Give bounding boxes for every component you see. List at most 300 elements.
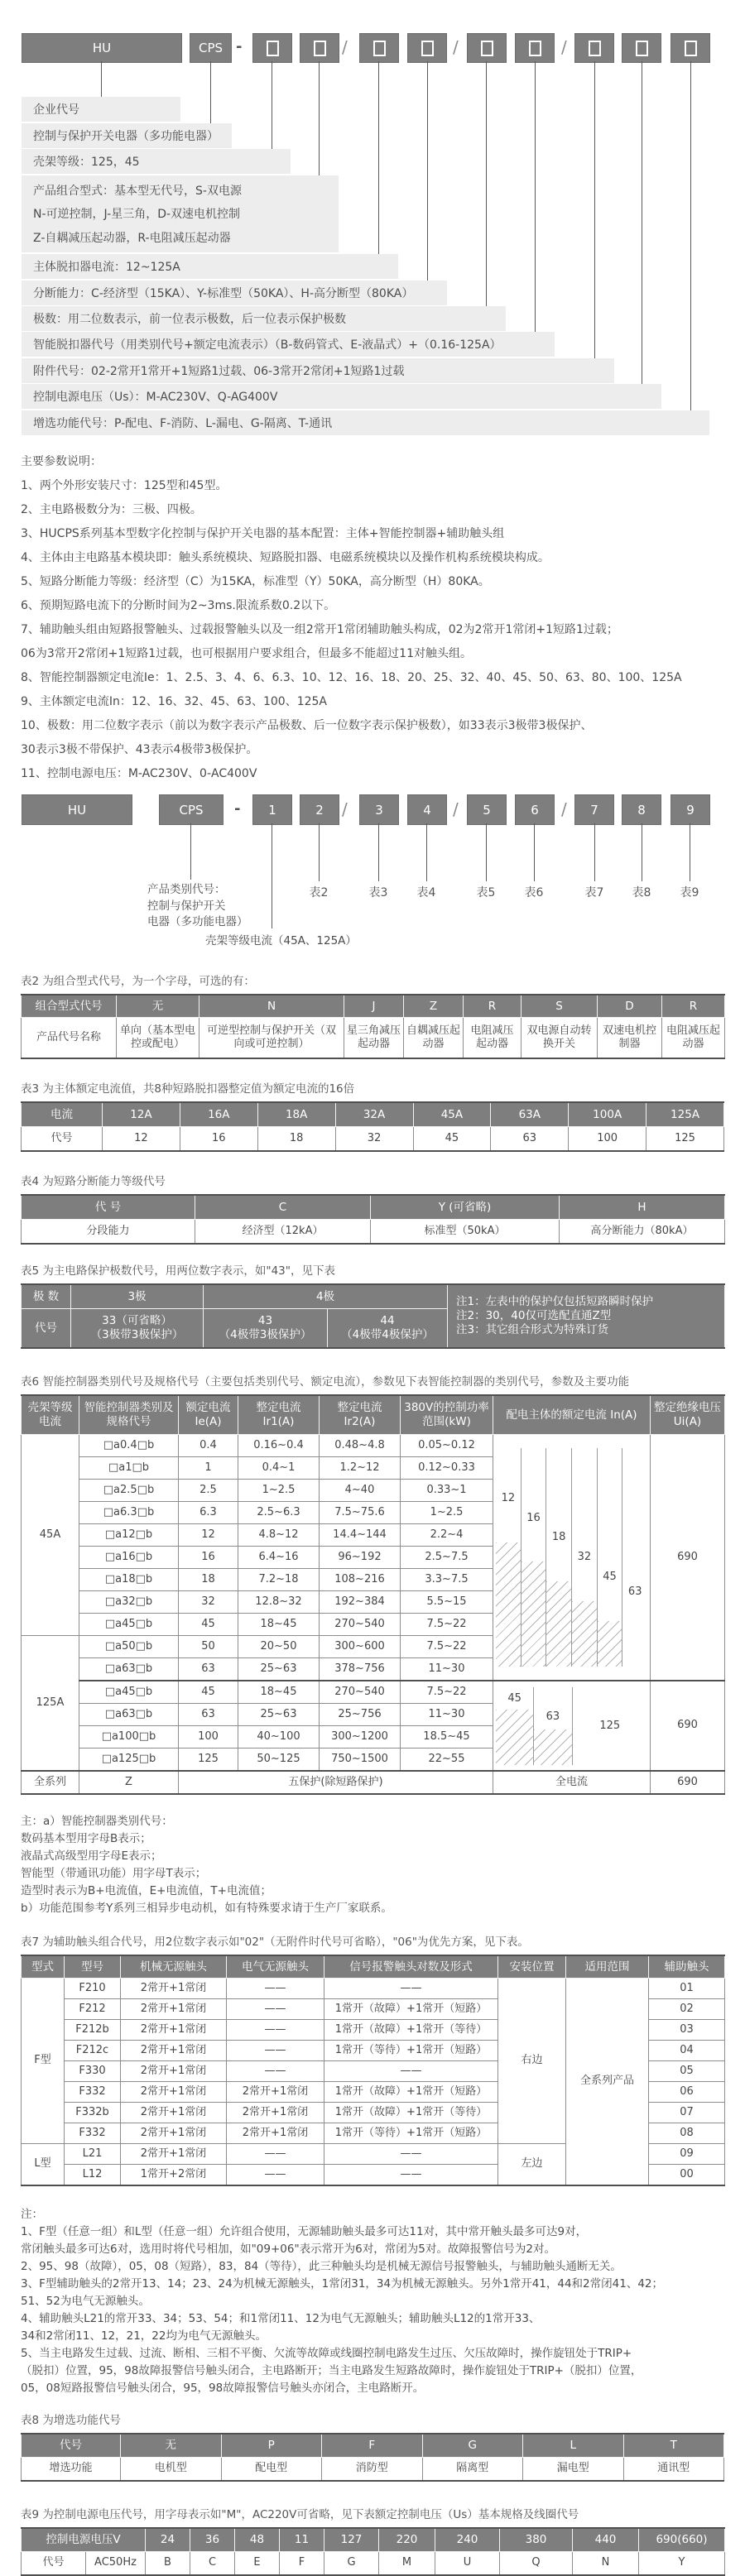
cell: 消防型 bbox=[322, 2458, 423, 2482]
in-current-staircase-45a bbox=[493, 1435, 651, 1681]
cell: □a125□b bbox=[79, 1749, 179, 1772]
cell: 高分断能力（80kA） bbox=[560, 1220, 725, 1245]
cell: 0.4 bbox=[179, 1435, 238, 1457]
header-cell: 36 bbox=[190, 2528, 235, 2552]
note-line: 06为3常开2常闭+1短路1过载，也可根据用户要求组合，但最多不能超过11对触头组。 bbox=[21, 647, 472, 660]
leader-line bbox=[101, 61, 102, 97]
cell: F332b bbox=[65, 2103, 121, 2123]
header-cell: C bbox=[195, 1195, 371, 1220]
table-ref-5: 表5 bbox=[476, 886, 496, 899]
cell: 08 bbox=[649, 2123, 725, 2144]
cell: 125 bbox=[179, 1749, 238, 1772]
cell: —— bbox=[227, 2144, 324, 2165]
header-cell: 机械无源触头 bbox=[121, 1955, 227, 1979]
note-line: 7、辅助触头组由短路报警触头、过载报警触头以及一组2常开1常闭辅助触头构成，02为2常开1常闭+1短路1过载； bbox=[21, 623, 618, 636]
header-cell: 3极 bbox=[71, 1284, 204, 1309]
cell: 0.12~0.33 bbox=[401, 1457, 493, 1480]
cell: □a63□b bbox=[79, 1704, 179, 1726]
header-cell: 无 bbox=[117, 995, 199, 1018]
cps-code-box bbox=[190, 33, 232, 63]
header-cell: 电气无源触头 bbox=[227, 1955, 324, 1979]
digit-box-7 bbox=[574, 33, 614, 63]
cell: 50~125 bbox=[238, 1749, 320, 1772]
header-cell: L bbox=[523, 2434, 624, 2458]
leader-line bbox=[486, 823, 487, 881]
cell: 45 bbox=[179, 1681, 238, 1704]
cell: 7.2~18 bbox=[238, 1569, 320, 1591]
cell bbox=[71, 1309, 204, 1349]
cell: □a1□b bbox=[79, 1457, 179, 1480]
cell: 2常开+1常闭 bbox=[121, 2082, 227, 2103]
model-designation-diagram bbox=[0, 0, 745, 439]
table2-section bbox=[0, 971, 745, 1059]
cell: 16 bbox=[179, 1547, 238, 1569]
cell: 配电型 bbox=[221, 2458, 322, 2482]
cell: 18.5~45 bbox=[401, 1726, 493, 1749]
header-cell: 智能控制器类别及规格代号 bbox=[79, 1395, 179, 1435]
cell: —— bbox=[227, 2165, 324, 2186]
header-cell: 380V的控制功率范围(kW) bbox=[401, 1395, 493, 1435]
band-frame-grade bbox=[22, 149, 291, 174]
cps-code-box bbox=[159, 794, 223, 825]
header-cell: H bbox=[560, 1195, 725, 1220]
cell: □a32□b bbox=[79, 1591, 179, 1614]
digit-box-5 bbox=[467, 33, 507, 63]
cell: 隔离型 bbox=[422, 2458, 523, 2482]
cell: 5.5~15 bbox=[401, 1591, 493, 1614]
placeholder-box-icon bbox=[314, 41, 326, 56]
cell: —— bbox=[227, 2041, 324, 2061]
note-line: 3、HUCPS系列基本型数字化控制与保护开关电器的基本配置：主体+智能控制器+辅助触头组 bbox=[21, 527, 505, 540]
cell bbox=[328, 1309, 448, 1349]
cell bbox=[204, 1309, 328, 1349]
digit-box-6 bbox=[515, 794, 555, 825]
header-cell: 型式 bbox=[22, 1955, 65, 1979]
header-cell: 380 bbox=[500, 2528, 573, 2552]
cell: 11~30 bbox=[401, 1704, 493, 1726]
code-33: 33（可省略） bbox=[102, 1314, 172, 1328]
cell: 1~2.5 bbox=[401, 1502, 493, 1524]
note-line: 5、当主电路发生过载、过流、断相、三相不平衡、欠流等故障或线圈控制电路发生过压、欠压故障时，操作旋钮处于TRIP+ bbox=[21, 2347, 632, 2360]
cell: 25~63 bbox=[238, 1704, 320, 1726]
digit-box-8 bbox=[622, 794, 661, 825]
table6-section bbox=[0, 1372, 745, 1795]
header-cell: 4极 bbox=[204, 1284, 448, 1309]
ui-value-125a: 690 bbox=[651, 1681, 725, 1771]
digit-box-1 bbox=[252, 33, 292, 63]
leader-line bbox=[426, 823, 427, 881]
note-line: 8、智能控制器额定电流Ie：1、2.5、3、4、6、6.3、10、12、16、18、20、25、32、40、45、50、63、80、100、125A bbox=[21, 671, 682, 684]
header-cell: Y (可省略) bbox=[371, 1195, 560, 1220]
band-release-current bbox=[22, 254, 398, 279]
digit-label: 4 bbox=[423, 802, 431, 818]
leader-line bbox=[210, 61, 211, 123]
cell: 1常开（故障）+1常开（短路） bbox=[324, 2082, 498, 2103]
cell: 1.2~12 bbox=[320, 1457, 401, 1480]
cell: 1常开（故障）+1常开（短路） bbox=[324, 1999, 498, 2020]
table9 bbox=[21, 2527, 725, 2576]
note-line: 11、控制电源电压：M-AC230V、0-AC400V bbox=[21, 767, 257, 780]
header-cell: 48 bbox=[235, 2528, 280, 2552]
cell: 270~540 bbox=[320, 1614, 401, 1636]
placeholder-box-icon bbox=[685, 41, 697, 56]
digit-box-4 bbox=[407, 33, 447, 63]
cell: B bbox=[146, 2552, 190, 2576]
row-label: 代号 bbox=[22, 1127, 103, 1152]
hatch-area bbox=[546, 1581, 571, 1667]
header-cell: 100A bbox=[569, 1102, 646, 1127]
cell: 32 bbox=[335, 1127, 413, 1152]
cell: 2.5 bbox=[179, 1480, 238, 1502]
cell: 96~192 bbox=[320, 1547, 401, 1569]
note-line: 1、F型（任意一组）和L型（任意一组）允许组合使用，无源辅助触头最多可达11对，其中常开触头最多可达9对， bbox=[21, 2225, 588, 2238]
cell: C bbox=[190, 2552, 235, 2576]
row-label: 代号 bbox=[22, 2552, 86, 2576]
cell: 双电源自动转换开关 bbox=[522, 1018, 598, 1059]
digit-box-3 bbox=[359, 794, 399, 825]
digit-label: 7 bbox=[590, 802, 598, 818]
cell: 6.4~16 bbox=[238, 1547, 320, 1569]
cell: —— bbox=[227, 1999, 324, 2020]
cell: 1常开（等待）+1常开（短路） bbox=[324, 2123, 498, 2144]
header-cell: S bbox=[522, 995, 598, 1018]
cell: 18 bbox=[179, 1569, 238, 1591]
cell: □a12□b bbox=[79, 1524, 179, 1547]
cell: 1 bbox=[179, 1457, 238, 1480]
leader-line bbox=[427, 61, 428, 281]
band-smart-release-code bbox=[22, 332, 555, 357]
cell: 1常开（等待）+1常开（短路） bbox=[324, 2041, 498, 2061]
hatch-area bbox=[572, 1601, 597, 1667]
digit-box-9 bbox=[670, 33, 710, 63]
digit-box-8 bbox=[622, 33, 661, 63]
digit-box-4 bbox=[407, 794, 447, 825]
in-col bbox=[546, 1448, 571, 1667]
table5-title: 表5 为主电路保护极数代号，用两位数字表示，如"43"，见下表 bbox=[21, 1264, 335, 1278]
table8 bbox=[21, 2433, 724, 2482]
note-line: 常闭触头最多可达6对，选用时将代号相加，如"09+06"表示常开为6对，常闭为5对。故障报警信号为2对。 bbox=[21, 2243, 555, 2256]
l-type-label: L型 bbox=[22, 2144, 65, 2186]
header-cell: 适用范围 bbox=[566, 1955, 649, 1979]
in-col bbox=[496, 1448, 521, 1667]
cell: Q bbox=[500, 2552, 573, 2576]
in-value: 32 bbox=[577, 1551, 592, 1564]
band-accessory-code bbox=[22, 358, 614, 383]
cell: □a6.3□b bbox=[79, 1502, 179, 1524]
in-col bbox=[533, 1687, 571, 1765]
cell: 45 bbox=[179, 1614, 238, 1636]
cell: □a45□b bbox=[79, 1681, 179, 1704]
note-line: 3、F型辅助触头的2常开13、14；23、24为机械无源触头，1常闭31，34为机械无源触头。另外1常开41，44和2常闭41、42； bbox=[21, 2277, 663, 2291]
header-cell: 代号 bbox=[22, 2434, 121, 2458]
band-label: 主体脱扣器电流：12~125A bbox=[33, 261, 180, 274]
header-cell: 无 bbox=[121, 2434, 222, 2458]
leader-line bbox=[378, 61, 379, 254]
cell: □a63□b bbox=[79, 1658, 179, 1681]
cell: 标准型（50kA） bbox=[371, 1220, 560, 1245]
digit-label: 1 bbox=[268, 802, 276, 818]
cell: M bbox=[379, 2552, 435, 2576]
note-line: 1、两个外形安装尺寸：125型和45型。 bbox=[21, 479, 228, 492]
note-line: 注2：30，40仅可选配直通Z型 bbox=[456, 1309, 612, 1323]
cell: F332 bbox=[65, 2123, 121, 2144]
header-cell: P bbox=[221, 2434, 322, 2458]
band-combination-type bbox=[22, 175, 339, 252]
cell: 0.05~0.12 bbox=[401, 1435, 493, 1457]
mount-right: 右边 bbox=[498, 1979, 566, 2144]
cell: G bbox=[324, 2552, 379, 2576]
cell: 100 bbox=[569, 1127, 646, 1152]
header-cell: 配电主体的额定电流 In(A) bbox=[493, 1395, 651, 1435]
leader-line bbox=[319, 823, 320, 881]
hu-label: HU bbox=[67, 802, 87, 818]
freq-label: AC50Hz bbox=[86, 2552, 146, 2576]
footer-protection: 五保护(除短路保护) bbox=[179, 1771, 493, 1794]
table6 bbox=[21, 1394, 725, 1795]
cell: F bbox=[280, 2552, 324, 2576]
cell: 6.3 bbox=[179, 1502, 238, 1524]
band-label: 产品组合型式：基本型无代号，S-双电源 bbox=[33, 185, 242, 199]
placeholder-box-icon bbox=[421, 41, 434, 56]
code-33-desc: （3极带3极保护） bbox=[90, 1328, 184, 1341]
cell: 18 bbox=[257, 1127, 335, 1152]
cell: —— bbox=[324, 2144, 498, 2165]
cell: F212b bbox=[65, 2020, 121, 2041]
note-line: 51、52为电气无源触头。 bbox=[21, 2295, 150, 2308]
cell: 03 bbox=[649, 2020, 725, 2041]
header-cell: 125A bbox=[646, 1102, 724, 1127]
cell: 经济型（12kA） bbox=[195, 1220, 371, 1245]
cell: 2常开+1常闭 bbox=[121, 1999, 227, 2020]
note-line: b）功能范围参考Y系列三相异步电动机，如有特殊要求请于生产厂家联系。 bbox=[21, 1902, 392, 1915]
cell: 2常开+1常闭 bbox=[121, 2020, 227, 2041]
cell: 25~756 bbox=[320, 1704, 401, 1726]
cell: 09 bbox=[649, 2144, 725, 2165]
table7-title: 表7 为辅助触头组合代号，用2位数字表示如"02"（无附件时代号可省略），"06"为优先方案，见下表。 bbox=[21, 1936, 529, 1949]
cell: Y bbox=[639, 2552, 725, 2576]
cell: 可逆型控制与保护开关（双向或可逆控制） bbox=[199, 1018, 344, 1059]
band-label: N-可逆控制，J-星三角，D-双速电机控制 bbox=[33, 208, 241, 222]
cell: U bbox=[435, 2552, 500, 2576]
hatch-area bbox=[496, 1542, 521, 1667]
header-cell: 11 bbox=[280, 2528, 324, 2552]
table6-title: 表6 智能控制器类别代号及规格代号（主要包括类别代号、额定电流），参数见下表智能控制器的类别代号，参数及主要功能 bbox=[21, 1375, 630, 1389]
in-col bbox=[521, 1448, 546, 1667]
cell: 25~63 bbox=[238, 1658, 320, 1681]
cell: E bbox=[235, 2552, 280, 2576]
band-label: 附件代号：02-2常开1常开+1短路1过载、06-3常开2常闭+1短路1过载 bbox=[33, 365, 405, 378]
hatch-area bbox=[534, 1729, 571, 1764]
cell: 12 bbox=[103, 1127, 180, 1152]
header-cell: 额定电流 Ie(A) bbox=[179, 1395, 238, 1435]
in-col bbox=[572, 1687, 648, 1765]
table-ref-8: 表8 bbox=[632, 886, 651, 899]
header-cell: 127 bbox=[324, 2528, 379, 2552]
hatch-area bbox=[496, 1710, 533, 1765]
table8-title: 表8 为增选功能代号 bbox=[21, 2414, 121, 2427]
cell: 63 bbox=[179, 1704, 238, 1726]
f-type-label: F型 bbox=[22, 1979, 65, 2144]
digit-box-2 bbox=[300, 794, 339, 825]
main-parameters-notes bbox=[21, 450, 745, 786]
code-44-desc: （4极带4极保护） bbox=[341, 1328, 434, 1341]
band-label: 智能脱扣器代号（用类别代号+额定电流表示）（B-数码管式、E-液晶式）+（0.16-125A） bbox=[33, 338, 502, 352]
slash-separator: / bbox=[342, 37, 348, 57]
cell: —— bbox=[227, 2020, 324, 2041]
header-cell: 16A bbox=[180, 1102, 257, 1127]
digit-label: 5 bbox=[483, 802, 491, 818]
table6-notes bbox=[21, 1813, 745, 1917]
table5-notes bbox=[448, 1284, 725, 1348]
leader-line bbox=[690, 61, 691, 410]
cell: 12.8~32 bbox=[238, 1591, 320, 1614]
numbered-designation-diagram bbox=[0, 794, 745, 970]
in-value: 45 bbox=[507, 1692, 522, 1705]
cell: 192~384 bbox=[320, 1591, 401, 1614]
header-cell: 690(660) bbox=[639, 2528, 725, 2552]
cell: 7.5~22 bbox=[401, 1636, 493, 1658]
cell: —— bbox=[227, 2061, 324, 2082]
header-cell: 12A bbox=[103, 1102, 180, 1127]
footer-code: Z bbox=[79, 1771, 179, 1794]
cell: —— bbox=[324, 1979, 498, 1999]
note-line: 产品类别代号： bbox=[147, 883, 226, 896]
leader-line bbox=[594, 61, 595, 358]
header-cell: 整定电流 Ir2(A) bbox=[320, 1395, 401, 1435]
note-line: 数码基本型用字母B表示； bbox=[21, 1832, 151, 1845]
cell: 00 bbox=[649, 2165, 725, 2186]
cell: 05 bbox=[649, 2061, 725, 2082]
hu-label: HU bbox=[92, 41, 112, 55]
cell: 32 bbox=[179, 1591, 238, 1614]
leader-line bbox=[486, 61, 487, 306]
cell: 4~40 bbox=[320, 1480, 401, 1502]
cell: 星三角减压起动器 bbox=[344, 1018, 404, 1059]
table2-title: 表2 为组合型式代号，为一个字母，可选的有： bbox=[21, 975, 255, 988]
note-line: 注： bbox=[21, 2208, 43, 2221]
header-cell: 极 数 bbox=[22, 1284, 71, 1309]
header-cell: R bbox=[662, 995, 725, 1018]
cell: L12 bbox=[65, 2165, 121, 2186]
cell: 2.5~6.3 bbox=[238, 1502, 320, 1524]
cell: 2常开+1常闭 bbox=[121, 2144, 227, 2165]
cell: 电阻减压起动器 bbox=[464, 1018, 522, 1059]
table2 bbox=[21, 994, 725, 1059]
note-line: 10、极数：用二位数字表示（前以为数字表示产品极数、后一位数字表示保护极数），如33表示3极带3极保护、 bbox=[21, 719, 593, 732]
cell: 2常开+1常闭 bbox=[121, 1979, 227, 1999]
note-line: 电器（多功能电器） bbox=[147, 915, 248, 929]
table9-title: 表9 为控制电源电压代号，用字母表示如"M"，AC220V可省略，见下表额定控制电压（Us）基本规格及线圈代号 bbox=[21, 2508, 579, 2521]
in-col bbox=[622, 1448, 647, 1667]
cell: 06 bbox=[649, 2082, 725, 2103]
band-poles bbox=[22, 306, 506, 331]
cell: F330 bbox=[65, 2061, 121, 2082]
code-43: 43 bbox=[257, 1314, 273, 1328]
table-ref-2: 表2 bbox=[309, 886, 329, 899]
table-ref-4: 表4 bbox=[416, 886, 436, 899]
header-cell: 220 bbox=[379, 2528, 435, 2552]
header-cell: 控制电源电压V bbox=[22, 2528, 146, 2552]
band-label: 极数：用二位数表示，前一位表示极数，后一位表示保护极数 bbox=[33, 313, 346, 326]
header-cell: 32A bbox=[335, 1102, 413, 1127]
cell: 18~45 bbox=[238, 1681, 320, 1704]
frame-125a-label: 125A bbox=[22, 1636, 79, 1772]
note-line: （脱扣）位置，95，98故障报警信号触头闭合，主电路断开；当主电路发生短路故障时，操作旋钮处于TRIP+（脱扣）位置， bbox=[21, 2364, 642, 2377]
table7 bbox=[21, 1955, 725, 2186]
header-cell: 安装位置 bbox=[498, 1955, 566, 1979]
band-breaking-capacity bbox=[22, 281, 447, 305]
in-value: 16 bbox=[526, 1511, 541, 1524]
cell: 100 bbox=[179, 1726, 238, 1749]
footer-ui: 690 bbox=[651, 1771, 725, 1794]
cell: 自耦减压起动器 bbox=[404, 1018, 464, 1059]
digit-box-5 bbox=[467, 794, 507, 825]
cell: 02 bbox=[649, 1999, 725, 2020]
placeholder-box-icon bbox=[636, 41, 648, 56]
cell: 2常开+1常闭 bbox=[121, 2041, 227, 2061]
cell: —— bbox=[324, 2061, 498, 2082]
note-line: 4、主体由主电路基本模块即：触头系统模块、短路脱扣器、电磁系统模块以及操作机构系统模块构成。 bbox=[21, 551, 550, 564]
dash-separator: - bbox=[236, 38, 243, 55]
cell: 45 bbox=[413, 1127, 491, 1152]
cell: 3.3~7.5 bbox=[401, 1569, 493, 1591]
leader-line bbox=[535, 61, 536, 332]
cell: 1常开+2常闭 bbox=[121, 2165, 227, 2186]
slash-separator: / bbox=[561, 799, 567, 819]
slash-separator: / bbox=[342, 799, 348, 819]
hatch-area bbox=[598, 1621, 622, 1667]
leader-line bbox=[534, 823, 535, 881]
cell: F332 bbox=[65, 2082, 121, 2103]
cell: 1~2.5 bbox=[238, 1480, 320, 1502]
table5-section bbox=[0, 1261, 745, 1349]
cell: 0.48~4.8 bbox=[320, 1435, 401, 1457]
header-cell: 440 bbox=[573, 2528, 639, 2552]
cell: 04 bbox=[649, 2041, 725, 2061]
header-cell: 型号 bbox=[65, 1955, 121, 1979]
table7-notes bbox=[21, 2206, 745, 2397]
note-line: 9、主体额定电流In：12、16、32、45、63、100、125A bbox=[21, 695, 328, 708]
cell: 单向（基本型电控或配电） bbox=[117, 1018, 199, 1059]
mount-left: 左边 bbox=[498, 2144, 566, 2186]
table3 bbox=[21, 1101, 724, 1152]
digit-box-9 bbox=[670, 794, 710, 825]
digit-box-2 bbox=[300, 33, 339, 63]
cell: 125 bbox=[646, 1127, 724, 1152]
cell: 16 bbox=[180, 1127, 257, 1152]
cell: 2常开+1常闭 bbox=[121, 2123, 227, 2144]
header-cell: J bbox=[344, 995, 404, 1018]
hu-code-box bbox=[22, 794, 132, 825]
hu-code-box bbox=[22, 33, 182, 63]
leader-line bbox=[378, 823, 379, 881]
note-line: 主：a）智能控制器类别代号： bbox=[21, 1815, 173, 1828]
note-line: 液晶式高级型用字母E表示； bbox=[21, 1849, 162, 1863]
leader-line bbox=[319, 61, 320, 175]
table-ref-3: 表3 bbox=[368, 886, 388, 899]
leader-line bbox=[594, 823, 595, 881]
cell: 20~50 bbox=[238, 1636, 320, 1658]
cell: 63 bbox=[491, 1127, 569, 1152]
header-cell: 整定绝缘电压Ui(A) bbox=[651, 1395, 725, 1435]
cell: 300~600 bbox=[320, 1636, 401, 1658]
digit-box-6 bbox=[515, 33, 555, 63]
slash-separator: / bbox=[453, 799, 459, 819]
band-optional-function bbox=[22, 410, 709, 435]
digit-label: 3 bbox=[375, 802, 383, 818]
cps-label: CPS bbox=[179, 802, 204, 818]
header-cell: 整定电流 Ir1(A) bbox=[238, 1395, 320, 1435]
